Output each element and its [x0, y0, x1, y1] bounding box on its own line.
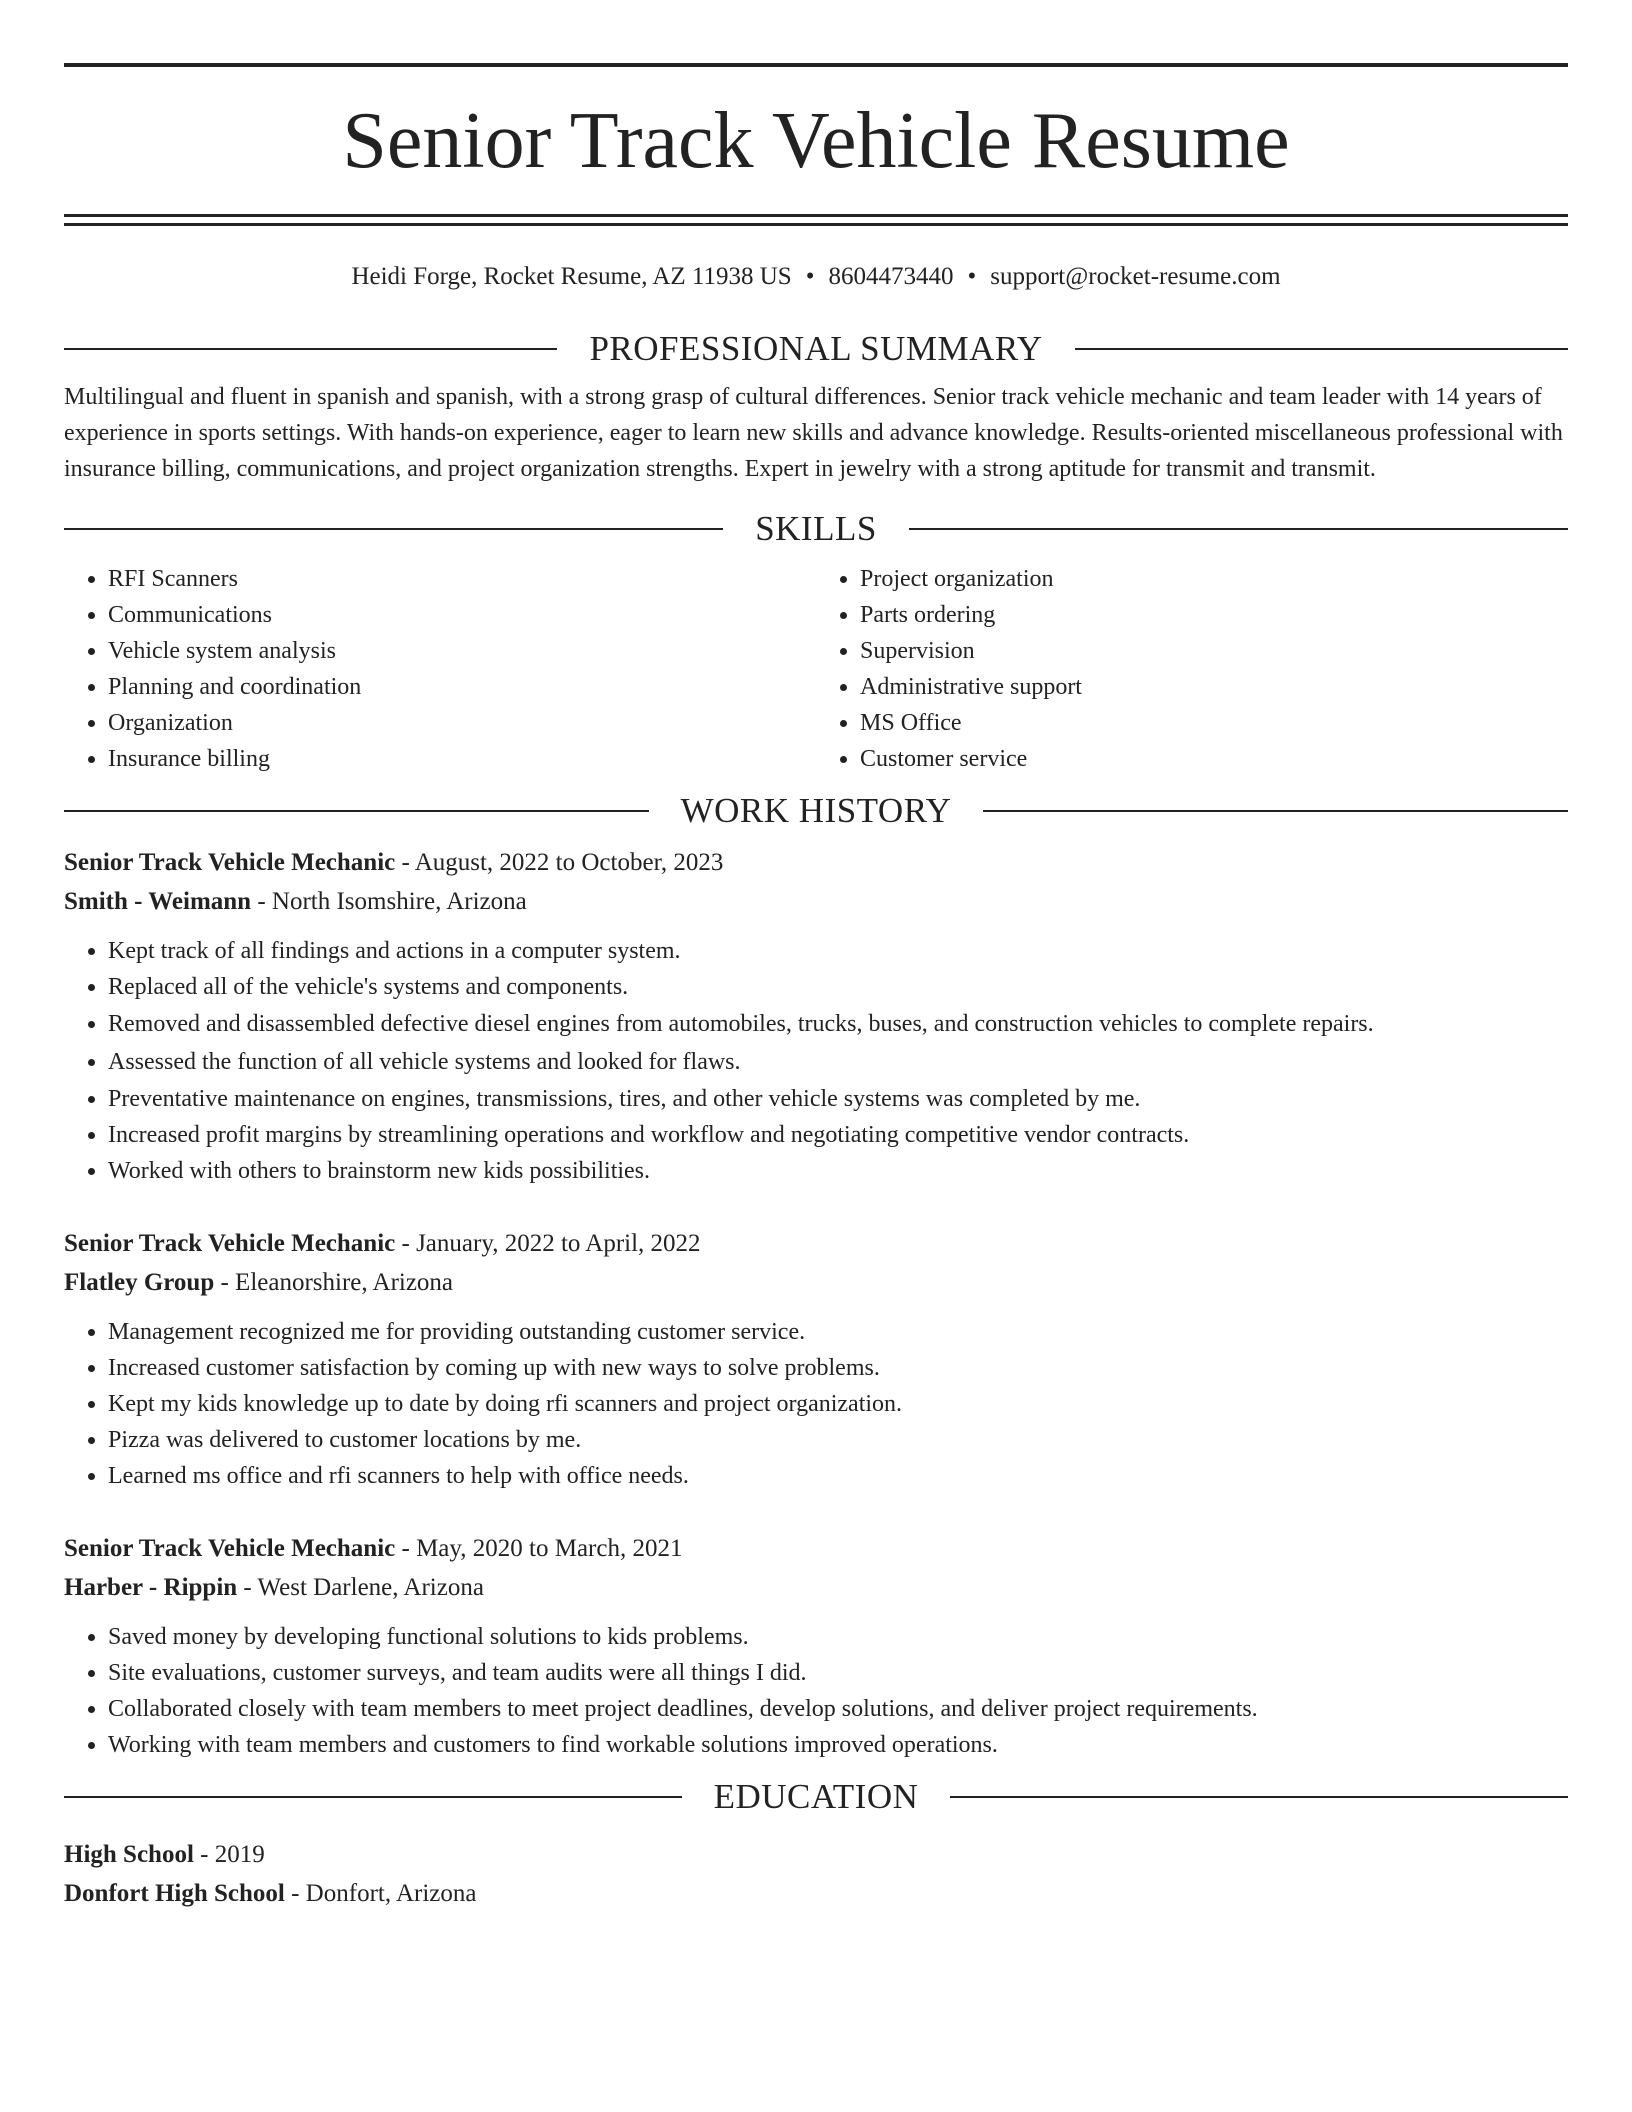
skills-column-right: [816, 561, 1568, 777]
job-bullet: • Site evaluations, customer surveys, and team audits were all things I did.: [108, 1655, 1568, 1691]
summary-text: Multilingual and fluent in spanish and spanish, with a strong grasp of cultural differences. Senior track vehicle mechanic and team leader with 14 years of experience in sports settings. With hands-on experience, eager to learn new skills and advance knowledge. Results-oriented miscellaneous professional with insurance billing, communications, and project organization strengths. Expert in jewelry with a strong aptitude for transmit and transmit.: [64, 384, 1563, 482]
job-bullet: • Increased customer satisfaction by coming up with new ways to solve problems.: [108, 1350, 1568, 1386]
job-bullet: • Saved money by developing functional solutions to kids problems.: [108, 1619, 1568, 1655]
summary-heading: PROFESSIONAL SUMMARY: [589, 329, 1043, 368]
job-bullet: • Removed and disassembled defective diesel engines from automobiles, trucks, buses, and construction vehicles to complete repairs.: [108, 1005, 1568, 1043]
job-bullet: • Management recognized me for providing outstanding customer service.: [108, 1314, 1568, 1350]
skill-item: • Planning and coordination: [108, 669, 816, 705]
contact-line: [64, 262, 1568, 292]
contact-phone: 8604473440: [828, 263, 954, 290]
education-degree-line: [64, 1835, 1568, 1874]
skill-item: • RFI Scanners: [108, 561, 816, 597]
job-bullet: • Replaced all of the vehicle's systems and components.: [108, 969, 1568, 1005]
job-title: Senior Track Vehicle Mechanic: [64, 849, 396, 876]
skill-item: • Insurance billing: [108, 741, 816, 777]
header-rule-right: [983, 810, 1568, 812]
job-title: Senior Track Vehicle Mechanic: [64, 1535, 396, 1562]
job-bullet: • Preventative maintenance on engines, transmissions, tires, and other vehicle systems was completed by me.: [108, 1081, 1568, 1117]
job-bullet: • Assessed the function of all vehicle systems and looked for flaws.: [108, 1043, 1568, 1081]
job-location: - West Darlene, Arizona: [237, 1574, 484, 1601]
job-company: Harber - Rippin: [64, 1574, 238, 1601]
education-year: - 2019: [193, 1841, 265, 1868]
job-bullet: • Kept track of all findings and actions in a computer system.: [108, 933, 1568, 969]
job-bullet: • Increased profit margins by streamlining operations and workflow and negotiating competitive vendor contracts.: [108, 1117, 1568, 1153]
skills-heading: SKILLS: [755, 509, 877, 548]
job-company: Smith - Weimann: [64, 888, 252, 915]
education-degree: High School: [64, 1841, 194, 1868]
education-entry: [64, 1835, 1568, 1913]
resume-title: Senior Track Vehicle Resume: [342, 97, 1290, 185]
summary-section-header: [64, 329, 1568, 369]
header-rule-right: [1075, 348, 1568, 350]
skills-column-left: [64, 561, 816, 777]
job-location: - Eleanorshire, Arizona: [214, 1269, 454, 1296]
education-location: - Donfort, Arizona: [284, 1880, 477, 1907]
job-company-line: [64, 1263, 1568, 1302]
education-section-header: [64, 1777, 1568, 1817]
job-company-line: [64, 1568, 1568, 1607]
job-bullet: • Kept my kids knowledge up to date by doing rfi scanners and project organization.: [108, 1386, 1568, 1422]
contact-separator: •: [805, 263, 815, 290]
work-section-header: [64, 791, 1568, 831]
top-rule: [64, 63, 1568, 67]
skill-item: • Customer service: [860, 741, 1568, 777]
contact-address: Heidi Forge, Rocket Resume, AZ 11938 US: [351, 263, 792, 290]
skill-item: • Project organization: [860, 561, 1568, 597]
header-rule-right: [909, 528, 1568, 530]
job-dates: - January, 2022 to April, 2022: [395, 1230, 701, 1257]
job-entry: [64, 1529, 1568, 1763]
header-rule-left: [64, 810, 649, 812]
skills-list: [64, 561, 1568, 777]
job-location: - North Isomshire, Arizona: [251, 888, 527, 915]
header-rule-right: [950, 1796, 1568, 1798]
education-school: Donfort High School: [64, 1880, 285, 1907]
education-school-line: [64, 1874, 1568, 1913]
job-bullets: [64, 933, 1568, 1189]
job-bullet: • Collaborated closely with team members to meet project deadlines, develop solutions, and deliver project requirements.: [108, 1691, 1568, 1727]
title-double-rule: [64, 214, 1568, 226]
contact-email: support@rocket-resume.com: [990, 263, 1281, 290]
resume-content: [64, 0, 1568, 1913]
job-title-line: [64, 1529, 1568, 1568]
job-title: Senior Track Vehicle Mechanic: [64, 1230, 396, 1257]
skill-item: • Organization: [108, 705, 816, 741]
job-title-line: [64, 1224, 1568, 1263]
skill-item: • MS Office: [860, 705, 1568, 741]
skill-item: • Supervision: [860, 633, 1568, 669]
header-rule-left: [64, 1796, 682, 1798]
job-company: Flatley Group: [64, 1269, 215, 1296]
job-bullets: [64, 1314, 1568, 1494]
header-rule-left: [64, 348, 557, 350]
job-dates: - August, 2022 to October, 2023: [395, 849, 724, 876]
job-bullet: • Working with team members and customers to find workable solutions improved operations.: [108, 1727, 1568, 1763]
job-bullet: • Learned ms office and rfi scanners to help with office needs.: [108, 1458, 1568, 1494]
job-bullets: [64, 1619, 1568, 1763]
work-heading: WORK HISTORY: [680, 791, 952, 830]
job-title-line: [64, 843, 1568, 882]
skills-section-header: [64, 509, 1568, 549]
job-dates: - May, 2020 to March, 2021: [395, 1535, 683, 1562]
job-entry: [64, 1224, 1568, 1494]
education-heading: EDUCATION: [713, 1777, 919, 1816]
skill-item: • Communications: [108, 597, 816, 633]
header-rule-left: [64, 528, 723, 530]
skill-item: • Vehicle system analysis: [108, 633, 816, 669]
job-bullet: • Worked with others to brainstorm new kids possibilities.: [108, 1153, 1568, 1189]
job-company-line: [64, 882, 1568, 921]
skill-item: • Administrative support: [860, 669, 1568, 705]
contact-separator: •: [967, 263, 977, 290]
job-bullet: • Pizza was delivered to customer locations by me.: [108, 1422, 1568, 1458]
skill-item: • Parts ordering: [860, 597, 1568, 633]
job-entry: [64, 843, 1568, 1189]
